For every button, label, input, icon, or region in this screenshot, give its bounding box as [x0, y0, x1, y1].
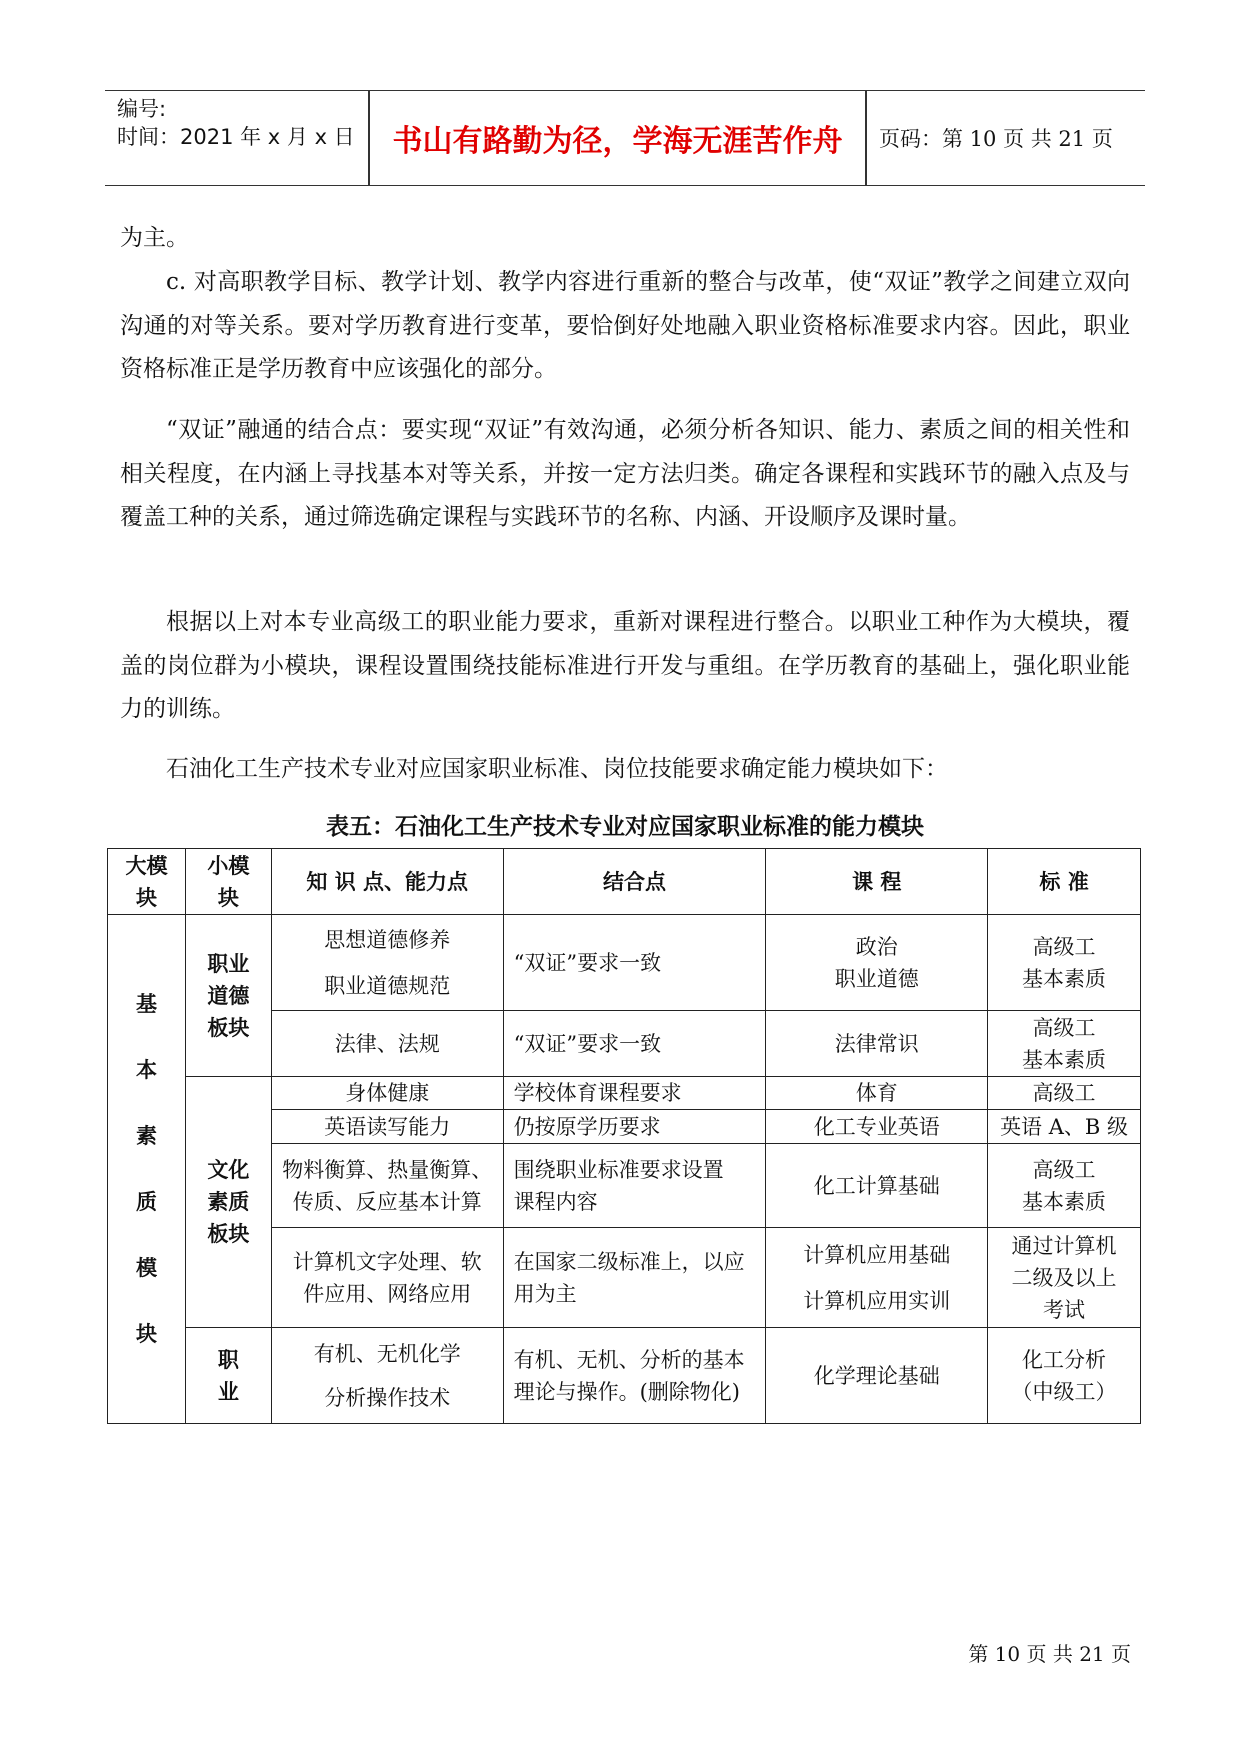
header-motto: 书山有路勤为径，学海无涯苦作舟 — [392, 124, 843, 159]
standard-cell: 高级工 基本素质 — [988, 1144, 1141, 1228]
header-divider — [865, 91, 867, 185]
header-meta — [117, 91, 367, 185]
table-header-row — [108, 849, 1141, 915]
course-cell: 化工计算基础 — [766, 1144, 988, 1228]
header-standard: 标 准 — [988, 849, 1141, 915]
header-number-label: 编号: — [117, 97, 167, 121]
course-cell: 计算机应用基础 计算机应用实训 — [766, 1228, 988, 1328]
header-knowledge: 知 识 点、能力点 — [271, 849, 503, 915]
page-footer: 第 10 页 共 21 页 — [968, 1642, 1131, 1666]
combine-cell: 学校体育课程要求 — [503, 1077, 766, 1110]
paragraph-5: 石油化工生产技术专业对应国家职业标准、岗位技能要求确定能力模块如下： — [166, 756, 948, 782]
combine-cell: 仍按原学历要求 — [503, 1110, 766, 1144]
knowledge-cell: 英语读写能力 — [271, 1110, 503, 1144]
course-cell: 法律常识 — [766, 1011, 988, 1077]
paragraph-1: 为主。 — [120, 225, 189, 251]
combine-cell: 在国家二级标准上，以应 用为主 — [503, 1228, 766, 1328]
small-module-ethics: 职业 道德 板块 — [185, 915, 271, 1077]
paragraph-2: c. 对高职教学目标、教学计划、教学内容进行重新的整合与改革，使“双证”教学之间建立双向沟通的对等关系。要对学历教育进行变革，要恰倒好处地融入职业资格标准要求内容。因此，职业资格标准正是学历教育中应该强化的部分。 — [120, 269, 1130, 382]
knowledge-cell: 思想道德修养 职业道德规范 — [271, 915, 503, 1011]
course-cell: 化工专业英语 — [766, 1110, 988, 1144]
combine-cell: 围绕职业标准要求设置 课程内容 — [503, 1144, 766, 1228]
small-module-culture: 文化 素质 板块 — [185, 1077, 271, 1328]
standard-cell: 化工分析 （中级工） — [988, 1328, 1141, 1424]
table-row — [108, 1328, 1141, 1424]
table-caption: 表五：石油化工生产技术专业对应国家职业标准的能力模块 — [326, 814, 924, 840]
paragraph-4: 根据以上对本专业高级工的职业能力要求，重新对课程进行整合。以职业工种作为大模块，覆盖的岗位群为小模块，课程设置围绕技能标准进行开发与重组。在学历教育的基础上，强化职业能力的训练。 — [120, 609, 1130, 722]
header-combine: 结合点 — [503, 849, 766, 915]
small-module-career: 职 业 — [185, 1328, 271, 1424]
header-course: 课 程 — [766, 849, 988, 915]
table-row — [108, 915, 1141, 1011]
combine-cell: “双证”要求一致 — [503, 915, 766, 1011]
knowledge-cell: 计算机文字处理、软 件应用、网络应用 — [271, 1228, 503, 1328]
course-cell: 体育 — [766, 1077, 988, 1110]
knowledge-cell: 有机、无机化学 分析操作技术 — [271, 1328, 503, 1424]
standard-cell: 英语 A、B 级 — [988, 1110, 1141, 1144]
header-big-module: 大模 块 — [108, 849, 186, 915]
knowledge-cell: 物料衡算、热量衡算、 传质、反应基本计算 — [271, 1144, 503, 1228]
standard-cell: 高级工 基本素质 — [988, 915, 1141, 1011]
standard-cell: 高级工 — [988, 1077, 1141, 1110]
course-cell: 化学理论基础 — [766, 1328, 988, 1424]
knowledge-cell: 法律、法规 — [271, 1011, 503, 1077]
paragraph-3: “双证”融通的结合点：要实现“双证”有效沟通，必须分析各知识、能力、素质之间的相关性和相关程度，在内涵上寻找基本对等关系，并按一定方法归类。确定各课程和实践环节的融入点及与覆盖工种的关系，通过筛选确定课程与实践环节的名称、内涵、开设顺序及课时量。 — [120, 417, 1130, 530]
standard-cell: 高级工 基本素质 — [988, 1011, 1141, 1077]
header-small-module: 小模 块 — [185, 849, 271, 915]
knowledge-cell: 身体健康 — [271, 1077, 503, 1110]
page-header — [105, 90, 1145, 186]
big-module-cell: 基 本 素 质 模 块 — [108, 915, 186, 1424]
course-cell: 政治 职业道德 — [766, 915, 988, 1011]
standard-cell: 通过计算机 二级及以上 考试 — [988, 1228, 1141, 1328]
table-row — [108, 1077, 1141, 1110]
combine-cell: “双证”要求一致 — [503, 1011, 766, 1077]
combine-cell: 有机、无机、分析的基本 理论与操作。(删除物化) — [503, 1328, 766, 1424]
ability-module-table — [107, 848, 1141, 1424]
header-time-label: 时间：2021 年 x 月 x 日 — [117, 125, 355, 149]
header-page-label: 页码：第 10 页 共 21 页 — [879, 127, 1113, 151]
